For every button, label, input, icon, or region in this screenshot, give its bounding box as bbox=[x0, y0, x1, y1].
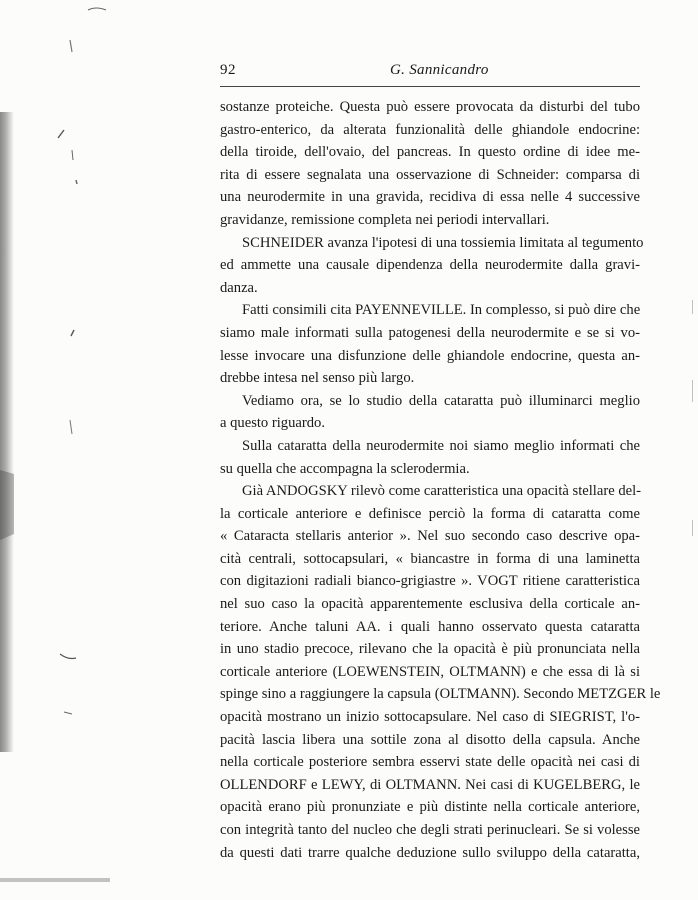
text-line: gravidanze, remissione completa nei periodi intervallari. bbox=[220, 211, 550, 228]
text-line: a questo riguardo. bbox=[220, 415, 325, 432]
text-line: da questi dati trarre qualche deduzione sullo sviluppo della cataratta, bbox=[220, 844, 640, 861]
text-line: SCHNEIDER avanza l'ipotesi di una tossiemia limitata al tegumento bbox=[242, 234, 644, 251]
text-line: con digitazioni radiali bianco-grigiastre ». VOGT ritiene caratteristica bbox=[220, 573, 640, 590]
text-line: in uno stadio precoce, rilevano che la opacità è più pronunciata nella bbox=[220, 641, 640, 658]
text-line: danza. bbox=[220, 279, 258, 296]
text-line: sostanze proteiche. Questa può essere provocata da disturbi del tubo bbox=[220, 99, 640, 115]
text-line: OLLENDORF e LEWY, di OLTMANN. Nei casi di KUGELBERG, le bbox=[220, 776, 640, 793]
scan-right-mark bbox=[692, 300, 693, 314]
running-head: G. Sannicandro bbox=[390, 62, 489, 78]
text-line: gastro-enterico, da alterata funzionalità delle ghiandole endocrine: bbox=[220, 121, 640, 138]
text-line: siamo male informati sulla patogenesi della neurodermite e se si vo- bbox=[220, 324, 640, 341]
text-line: pacità lascia libera una sottile zona al disotto della capsula. Anche bbox=[220, 731, 640, 748]
text-line: cità centrali, sottocapsulari, « biancastre in forma di una laminetta bbox=[220, 550, 640, 567]
body-text bbox=[220, 96, 661, 864]
text-line: opacità mostrano un inizio sottocapsulare. Nel caso di SIEGRIST, l'o- bbox=[220, 709, 640, 726]
text-line: una neurodermite in una gravida, recidiva di essa nelle 4 successive bbox=[220, 189, 640, 206]
text-line: nella corticale posteriore sembra esservi state delle opacità nei casi di bbox=[220, 754, 640, 771]
text-line: ed ammette una causale dipendenza della neurodermite dalla gravi- bbox=[220, 257, 640, 274]
scan-bottom-edge bbox=[0, 878, 110, 882]
scan-right-mark bbox=[692, 520, 693, 536]
text-line: su quella che accompagna la sclerodermia. bbox=[220, 460, 470, 477]
text-line: Già ANDOGSKY rilevò come caratteristica una opacità stellare del- bbox=[242, 483, 642, 500]
text-line: nel suo caso la opacità apparentemente esclusiva della corticale an- bbox=[220, 596, 640, 613]
text-line: della tiroide, dell'ovaio, del pancreas. In questo ordine di idee me- bbox=[220, 144, 640, 161]
text-line: « Cataracta stellaris anterior ». Nel suo secondo caso descrive opa- bbox=[220, 528, 640, 545]
text-line: corticale anteriore (LOEWENSTEIN, OLTMANN) e che essa di là si bbox=[220, 663, 640, 680]
text-line: Fatti consimili cita PAYENNEVILLE. In complesso, si può dire che bbox=[242, 302, 641, 319]
text-line: drebbe intesa nel senso più largo. bbox=[220, 370, 415, 387]
text-line: opacità erano più pronunziate e più distinte nella corticale anteriore, bbox=[220, 799, 640, 816]
text-line: spinge sino a raggiungere la capsula (OLTMANN). Secondo METZGER le bbox=[220, 686, 661, 703]
text-line: rita di essere segnalata una osservazione di Schneider: comparsa di bbox=[220, 166, 640, 183]
scan-edge-marks bbox=[0, 0, 120, 900]
text-line: teriore. Anche taluni AA. i quali hanno osservato questa cataratta bbox=[220, 618, 640, 635]
text-line: la corticale anteriore e definisce perciò la forma di cataratta come bbox=[220, 505, 640, 522]
text-line: con integrità tanto del nucleo che degli strati perinucleari. Se si volesse bbox=[220, 822, 640, 838]
page-header bbox=[220, 62, 640, 87]
page-number: 92 bbox=[220, 62, 236, 78]
scan-right-mark bbox=[692, 380, 693, 402]
text-line: Vediamo ora, se lo studio della cataratta può illuminarci meglio bbox=[242, 392, 640, 409]
text-line: lesse invocare una disfunzione delle ghiandole endocrine, questa an- bbox=[220, 347, 640, 364]
text-line: Sulla cataratta della neurodermite noi siamo meglio informati che bbox=[242, 437, 640, 454]
